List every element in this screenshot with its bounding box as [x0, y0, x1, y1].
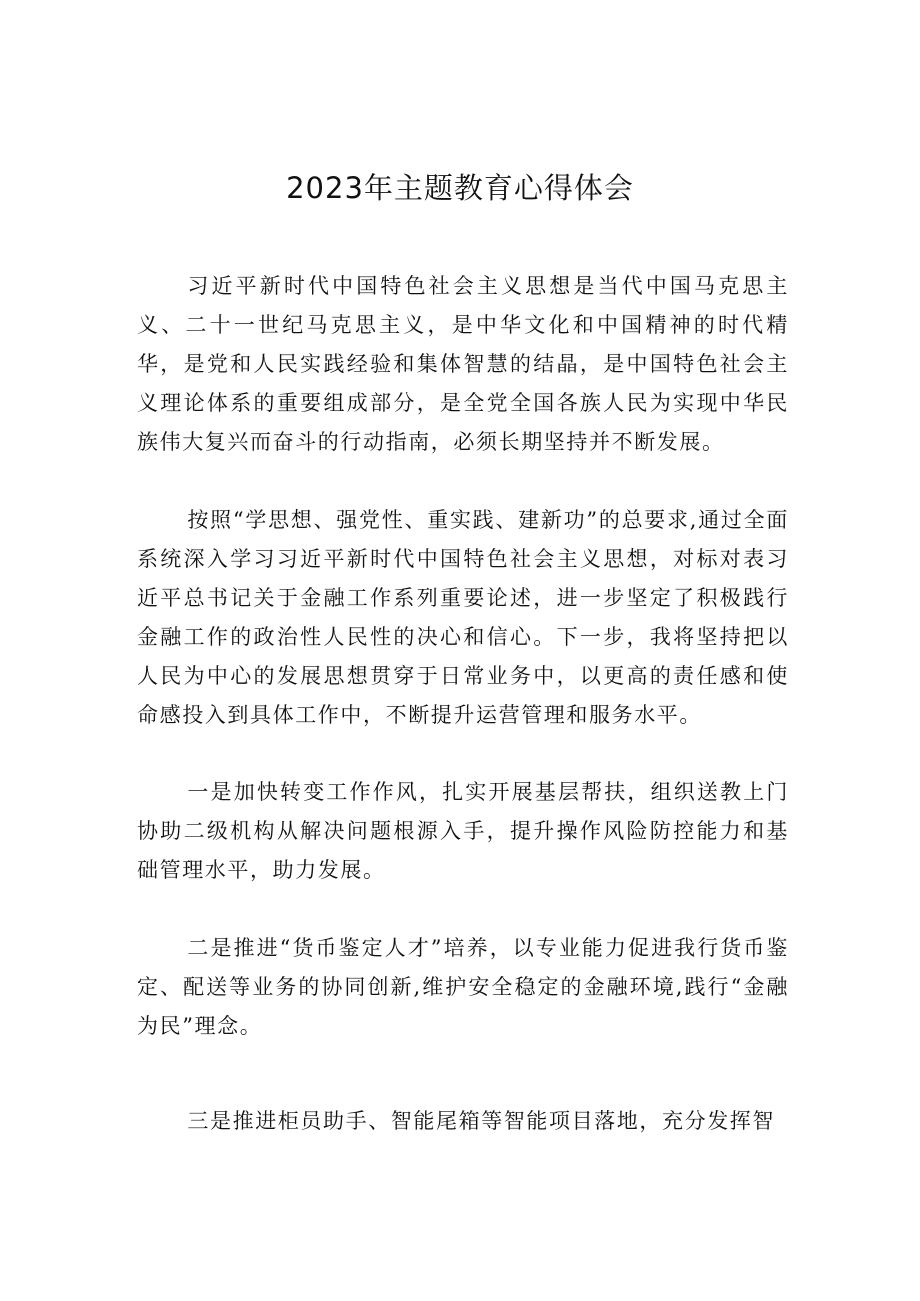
- paragraph-point-three: 三是推进柜员助手、智能尾箱等智能项目落地，充分发挥智: [187, 1109, 775, 1133]
- document-title: 2023年主题教育心得体会: [286, 171, 634, 205]
- paragraph-point-one: 一是加快转变工作作风，扎实开展基层帮扶，组织送教上门协助二级机构从解决问题根源入手，提升操作风险防控能力和基础管理水平，助力发展。: [137, 780, 789, 882]
- paragraph-point-two: 二是推进“货币鉴定人才”培养，以专业能力促进我行货币鉴定、配送等业务的协同创新,维护安全稳定的金融环境,践行“金融为民”理念。: [137, 936, 789, 1038]
- paragraph-study-requirements: 按照“学思想、强党性、重实践、建新功”的总要求,通过全面系统深入学习习近平新时代中国特色社会主义思想，对标对表习近平总书记关于金融工作系列重要论述，进一步坚定了积极践行金融工作的政治性人民性的决心和信心。下一步，我将坚持把以人民为中心的发展思想贯穿于日常业务中，以更高的责任感和使命感投入到具体工作中，不断提升运营管理和服务水平。: [137, 508, 789, 727]
- paragraph-guiding-thought: 习近平新时代中国特色社会主义思想是当代中国马克思主义、二十一世纪马克思主义，是中华文化和中国精神的时代精华，是党和人民实践经验和集体智慧的结晶，是中国特色社会主义理论体系的重要组成部分，是全党全国各族人民为实现中华民族伟大复兴而奋斗的行动指南，必须长期坚持并不断发展。: [137, 274, 789, 454]
